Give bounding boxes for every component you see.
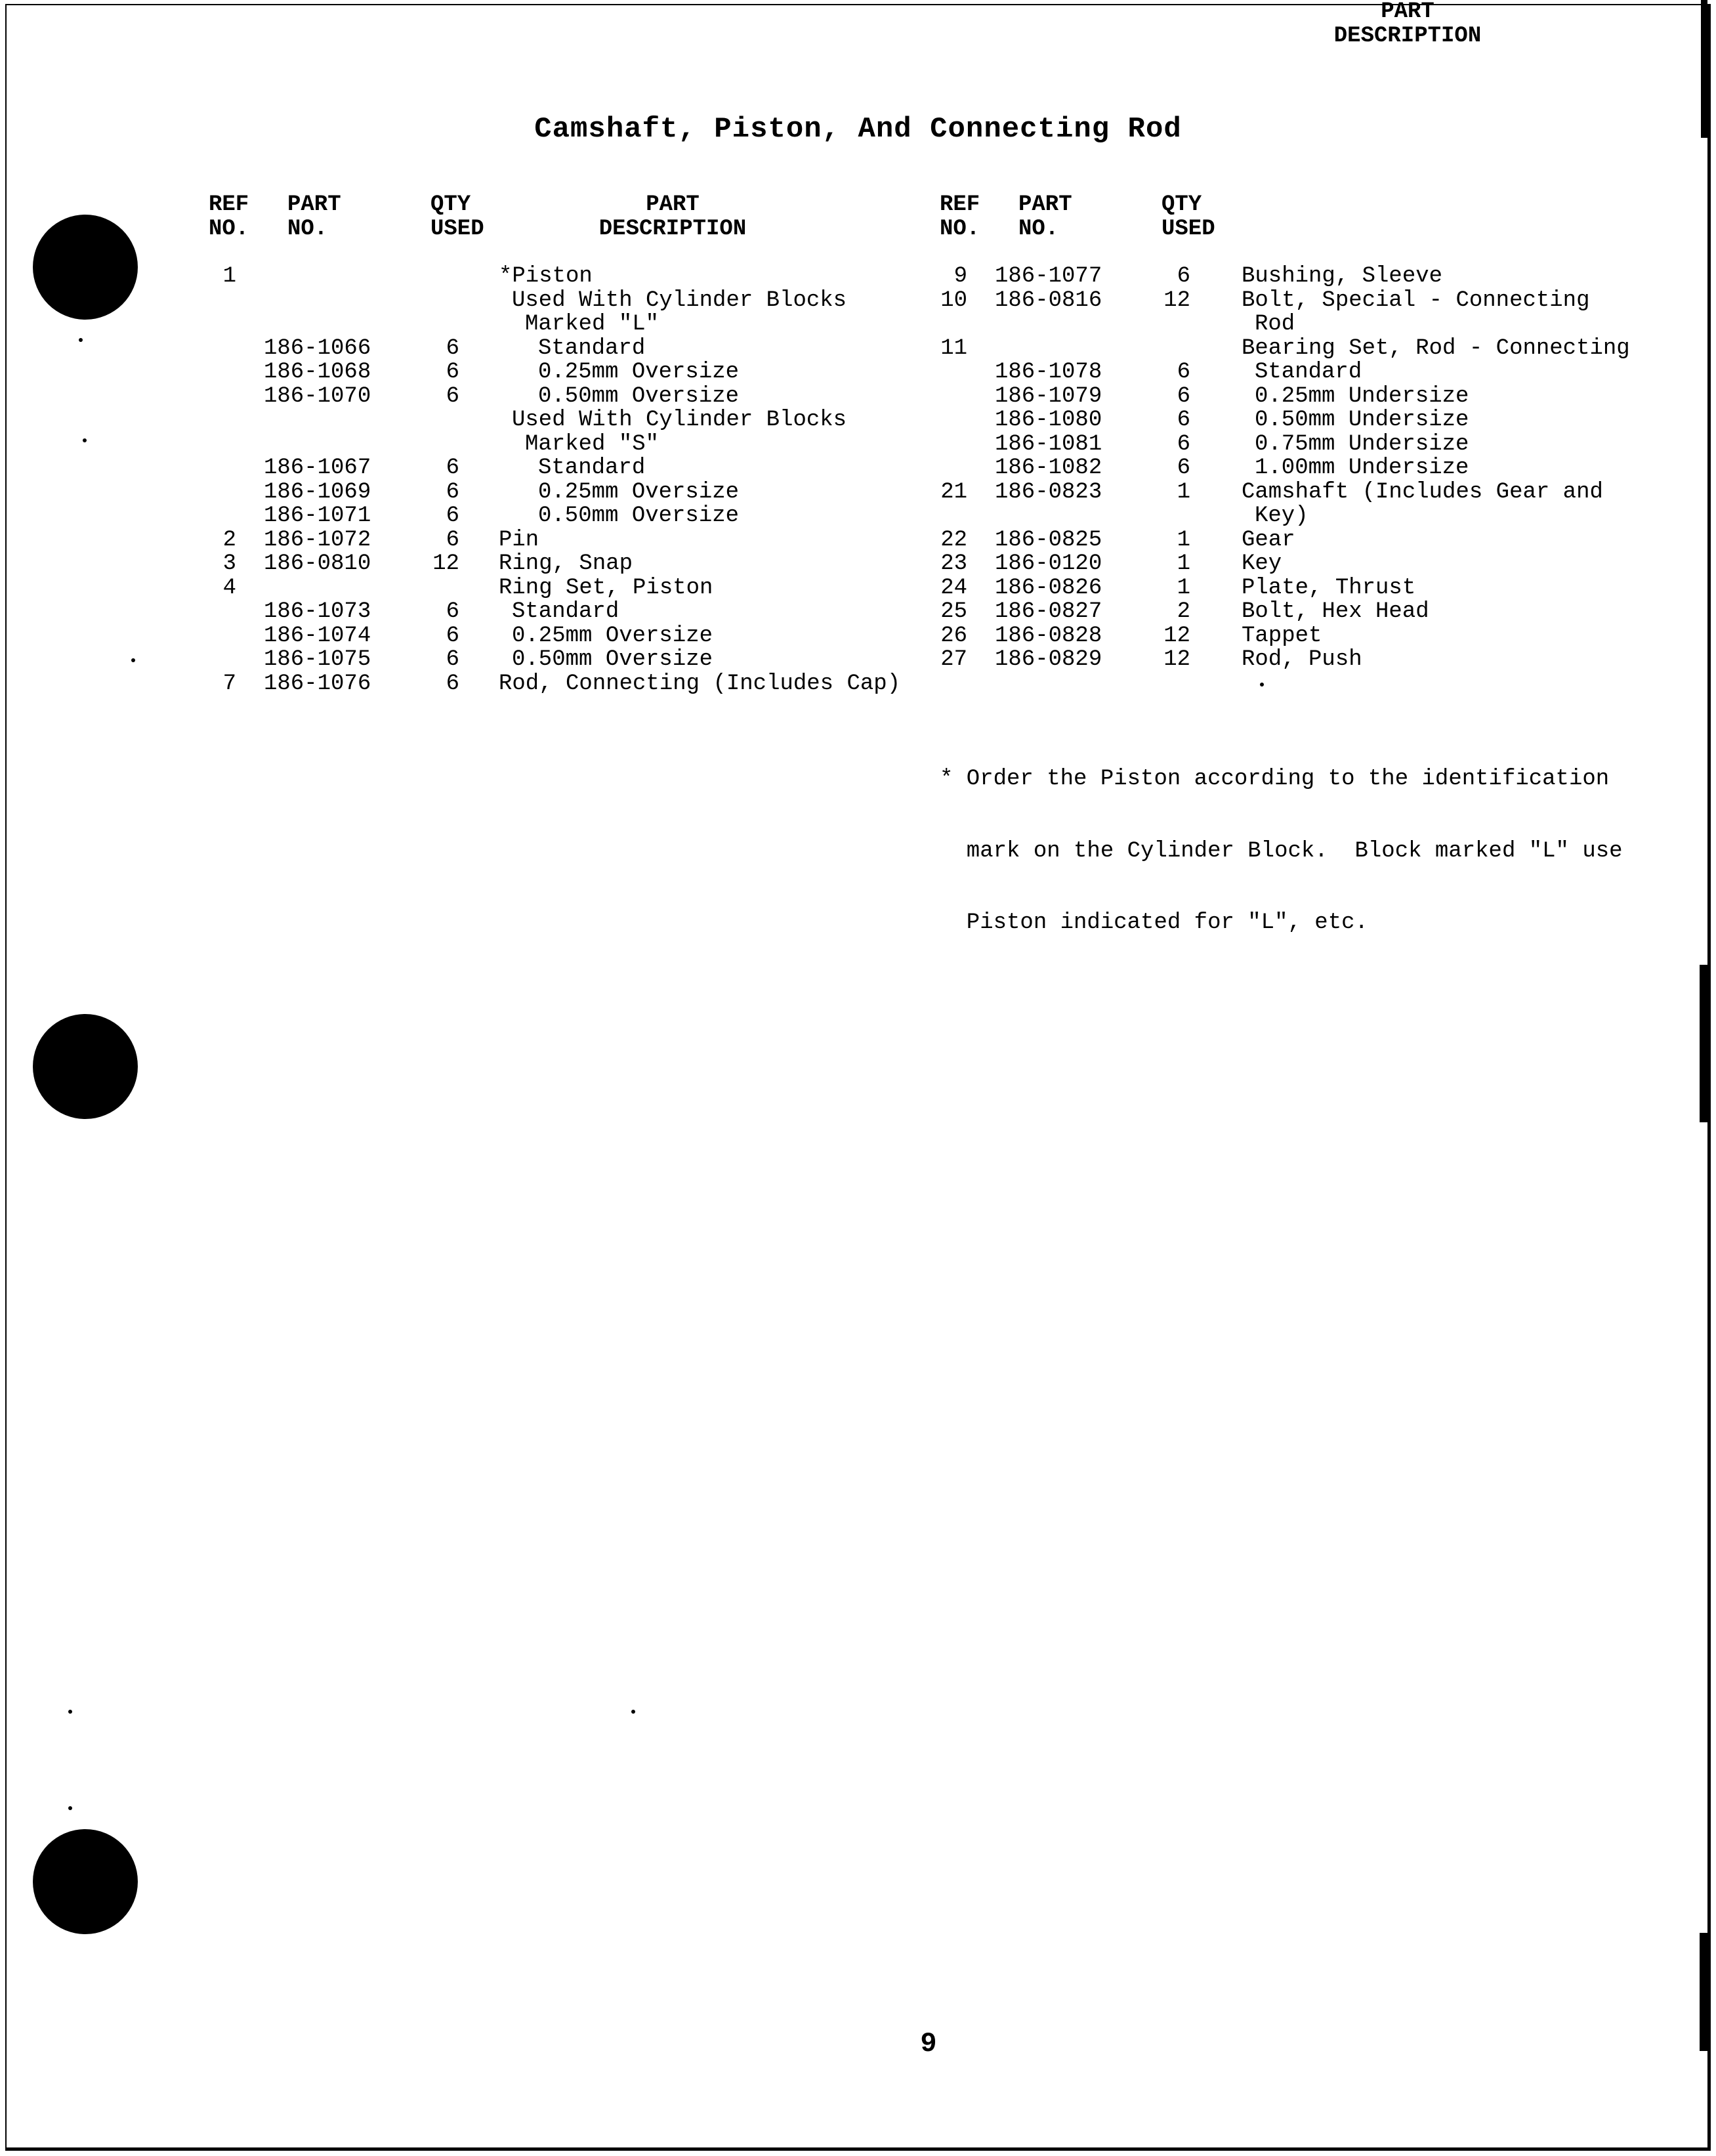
table-cell-ref: 3 [222, 551, 236, 576]
footnote-line: mark on the Cylinder Block. Block marked "L" use [940, 838, 1623, 864]
table-cell-desc: 0.50mm Oversize [538, 503, 740, 528]
table-cell-part: 186-0810 [264, 551, 371, 576]
header-line: QTY [430, 192, 471, 217]
table-cell-qty: 6 [1177, 455, 1190, 480]
table-cell-part: 186-0816 [995, 287, 1102, 313]
header-line: NO. [209, 216, 249, 242]
table-cell-desc: Rod, Push [1242, 647, 1362, 672]
table-cell-desc: 0.25mm Oversize [538, 479, 740, 505]
table-cell-desc: Rod, Connecting (Includes Cap) [499, 671, 901, 696]
table-cell-part: 186-0120 [995, 551, 1102, 576]
header-line: DESCRIPTION [598, 216, 747, 242]
punch-hole-bottom [33, 1829, 138, 1934]
table-cell-desc: Marked "S" [525, 431, 659, 457]
table-cell-qty: 6 [1177, 383, 1190, 409]
table-cell-desc: *Piston [499, 264, 593, 289]
table-cell-qty: 1 [1177, 551, 1190, 576]
table-cell-desc: Ring Set, Piston [499, 575, 713, 601]
page-border [5, 4, 1711, 2151]
table-cell-part: 186-1072 [264, 527, 371, 553]
table-cell-part: 186-1078 [995, 360, 1102, 385]
table-cell-desc: Key [1242, 551, 1282, 576]
table-cell-desc: Ring, Snap [499, 551, 633, 576]
table-cell-part: 186-1079 [995, 383, 1102, 409]
table-cell-desc: Standard [538, 455, 646, 480]
table-cell-desc: Key) [1255, 503, 1308, 528]
scan-speck [79, 338, 83, 342]
table-cell-part: 186-1082 [995, 455, 1102, 480]
header-line: NO. [940, 216, 980, 242]
footnote-line: * Order the Piston according to the identification [940, 767, 1610, 792]
table-cell-qty: 1 [1177, 575, 1190, 601]
table-cell-desc: 0.50mm Oversize [538, 383, 740, 409]
table-cell-desc: Camshaft (Includes Gear and [1242, 479, 1603, 505]
edge-bar-middle [1700, 965, 1707, 1122]
table-cell-part: 186-1077 [995, 264, 1102, 289]
table-cell-part: 186-1080 [995, 408, 1102, 433]
table-cell-ref: 10 [940, 287, 967, 313]
table-cell-desc: 0.75mm Undersize [1255, 431, 1469, 457]
header-part-description [564, 193, 781, 241]
table-cell-desc: Plate, Thrust [1242, 575, 1416, 601]
table-cell-part: 186-1066 [264, 335, 371, 361]
table-cell-ref: 27 [940, 647, 967, 672]
table-cell-desc: 0.25mm Oversize [538, 360, 740, 385]
header-line: REF [209, 192, 249, 217]
table-cell-qty: 6 [446, 671, 459, 696]
table-cell-qty: 12 [1163, 623, 1190, 648]
header-line: QTY [1161, 192, 1202, 217]
table-cell-part: 186-0825 [995, 527, 1102, 553]
table-cell-qty: 6 [446, 335, 459, 361]
table-cell-qty: 6 [446, 455, 459, 480]
edge-bar-bottom [1700, 1933, 1707, 2051]
table-cell-desc: Pin [499, 527, 539, 553]
table-cell-qty: 6 [446, 479, 459, 505]
table-cell-desc: Gear [1242, 527, 1295, 553]
header-line: PART [287, 192, 341, 217]
table-cell-desc: Bushing, Sleeve [1242, 264, 1443, 289]
scan-speck [68, 1710, 72, 1714]
table-cell-desc: Used With Cylinder Blocks [512, 287, 847, 313]
header-line: REF [940, 192, 980, 217]
table-cell-part: 186-1068 [264, 360, 371, 385]
table-cell-desc: Marked "L" [525, 312, 659, 337]
table-cell-desc: Rod [1255, 312, 1295, 337]
table-cell-qty: 6 [446, 503, 459, 528]
table-cell-qty: 2 [1177, 599, 1190, 624]
table-cell-desc: Standard [512, 599, 619, 624]
table-cell-ref: 2 [222, 527, 236, 553]
table-cell-desc: 0.50mm Undersize [1255, 408, 1469, 433]
table-cell-part: 186-0828 [995, 623, 1102, 648]
header-ref-no [209, 193, 268, 241]
table-cell-qty: 6 [1177, 431, 1190, 457]
table-cell-desc: Bolt, Hex Head [1242, 599, 1429, 624]
table-cell-ref: 11 [940, 335, 967, 361]
punch-hole-middle [33, 1014, 138, 1119]
footnote [940, 719, 1622, 959]
table-cell-qty: 6 [446, 599, 459, 624]
table-cell-desc: Standard [1255, 360, 1362, 385]
table-cell-part: 186-1076 [264, 671, 371, 696]
table-cell-part: 186-1075 [264, 647, 371, 672]
table-cell-part: 186-1071 [264, 503, 371, 528]
scan-speck [1260, 683, 1264, 687]
header-line: PART [646, 192, 700, 217]
table-cell-qty: 12 [1163, 647, 1190, 672]
table-cell-ref: 21 [940, 479, 967, 505]
table-cell-desc: Tappet [1242, 623, 1322, 648]
header-line: PART [1018, 192, 1072, 217]
header-line: PART [1381, 0, 1434, 24]
header-part-no-right [1018, 193, 1097, 241]
table-cell-ref: 1 [222, 264, 236, 289]
table-cell-part: 186-1069 [264, 479, 371, 505]
table-cell-part: 186-1081 [995, 431, 1102, 457]
header-line: NO. [287, 216, 328, 242]
table-cell-ref: 9 [953, 264, 967, 289]
scan-speck [83, 438, 87, 442]
table-cell-qty: 6 [1177, 360, 1190, 385]
table-cell-desc: Bearing Set, Rod - Connecting [1242, 335, 1630, 361]
header-line: NO. [1018, 216, 1059, 242]
table-cell-ref: 24 [940, 575, 967, 601]
header-qty-used-right [1161, 193, 1240, 241]
table-cell-ref: 26 [940, 623, 967, 648]
table-cell-ref: 23 [940, 551, 967, 576]
table-cell-qty: 6 [446, 647, 459, 672]
table-cell-qty: 12 [1163, 287, 1190, 313]
table-cell-part: 186-1070 [264, 383, 371, 409]
table-cell-part: 186-0829 [995, 647, 1102, 672]
table-cell-desc: 0.25mm Oversize [512, 623, 713, 648]
header-line: USED [430, 216, 484, 242]
punch-hole-top [33, 215, 138, 320]
table-cell-part: 186-1073 [264, 599, 371, 624]
table-cell-qty: 6 [1177, 264, 1190, 289]
table-cell-part: 186-0826 [995, 575, 1102, 601]
table-cell-part: 186-0823 [995, 479, 1102, 505]
table-cell-ref: 22 [940, 527, 967, 553]
table-cell-ref: 7 [222, 671, 236, 696]
table-cell-desc: 1.00mm Undersize [1255, 455, 1469, 480]
header-part-no [287, 193, 366, 241]
table-cell-desc: Standard [538, 335, 646, 361]
page-number: 9 [920, 2028, 937, 2060]
table-cell-qty: 1 [1177, 479, 1190, 505]
header-part-description-right [1299, 0, 1516, 48]
table-cell-part: 186-0827 [995, 599, 1102, 624]
table-cell-part: 186-1074 [264, 623, 371, 648]
table-cell-part: 186-1067 [264, 455, 371, 480]
table-cell-qty: 6 [446, 360, 459, 385]
table-cell-qty: 1 [1177, 527, 1190, 553]
header-line: USED [1161, 216, 1215, 242]
table-cell-ref: 25 [940, 599, 967, 624]
table-cell-ref: 4 [222, 575, 236, 601]
scan-speck [131, 658, 135, 662]
header-line: DESCRIPTION [1333, 23, 1482, 49]
page-title: Camshaft, Piston, And Connecting Rod [534, 113, 1182, 146]
table-cell-qty: 12 [432, 551, 459, 576]
table-cell-desc: Bolt, Special - Connecting [1242, 287, 1590, 313]
table-cell-desc: 0.25mm Undersize [1255, 383, 1469, 409]
table-cell-qty: 6 [446, 383, 459, 409]
table-cell-desc: 0.50mm Oversize [512, 647, 713, 672]
footnote-line: Piston indicated for "L", etc. [940, 910, 1368, 935]
scan-speck [631, 1710, 635, 1714]
header-qty-used [430, 193, 509, 241]
header-ref-no-right [940, 193, 999, 241]
table-cell-qty: 6 [446, 527, 459, 553]
table-cell-desc: Used With Cylinder Blocks [512, 408, 847, 433]
scan-speck [68, 1806, 72, 1810]
table-cell-qty: 6 [1177, 408, 1190, 433]
table-cell-qty: 6 [446, 623, 459, 648]
